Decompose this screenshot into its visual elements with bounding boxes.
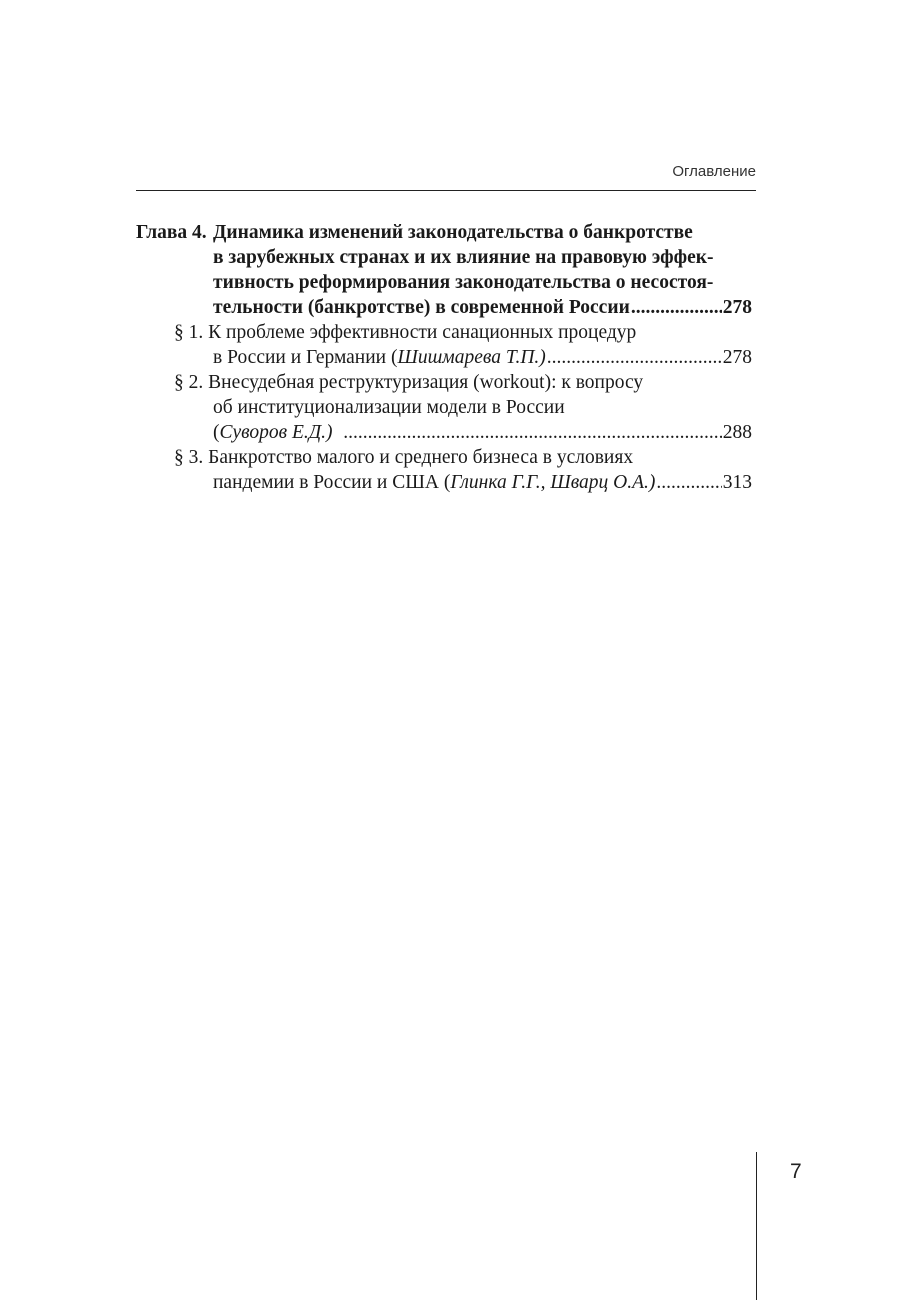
section-2-page-number: 288 (722, 422, 752, 443)
section-2-line-3 (136, 420, 752, 445)
chapter-page-number: 278 (722, 297, 752, 318)
section-1-author: Шишмарева Т.П.) (397, 347, 546, 368)
folio-rule (756, 1152, 757, 1300)
section-1-line-2 (136, 345, 752, 370)
section-3-page-number: 313 (722, 472, 752, 493)
chapter-title-line-1: Динамика изменений законодательства о банкротстве (213, 222, 693, 243)
section-1-page-number: 278 (722, 347, 752, 368)
section-3-line-2 (136, 470, 752, 495)
section-3-title-cont: пандемии в России и США ( (213, 472, 451, 493)
chapter-label: Глава 4. (136, 222, 207, 243)
toc-chapter-4 (136, 220, 752, 320)
section-2-author: Суворов Е.Д.) (219, 422, 333, 443)
section-1-title-cont: в России и Германии ( (213, 347, 398, 368)
dot-leader (343, 420, 721, 445)
section-3-author: Глинка Г.Г., Шварц О.А.) (450, 472, 656, 493)
section-2-title-cont: об институционализации модели в России (213, 397, 565, 418)
section-2-paren: ( (213, 422, 220, 443)
section-2-title: § 2. Внесудебная реструктуризация (workout): к вопросу (174, 372, 644, 393)
chapter-title-line-4-text: тельности (банкротстве) в современной России (213, 297, 630, 318)
toc-section-3 (136, 445, 752, 495)
header-rule (136, 190, 756, 191)
toc-section-1 (136, 320, 752, 370)
section-3-title: § 3. Банкротство малого и среднего бизнеса в условиях (174, 447, 634, 468)
dot-leader (631, 295, 722, 320)
chapter-title-line-4 (136, 295, 752, 320)
section-1-title: § 1. К проблеме эффективности санационных процедур (174, 322, 637, 343)
dot-leader (656, 470, 721, 495)
page-number: 7 (790, 1160, 802, 1183)
dot-leader (547, 345, 722, 370)
chapter-title-line-3: тивность реформирования законодательства о несостоя- (213, 272, 714, 293)
toc-section-2 (136, 370, 752, 445)
running-head-title: Оглавление (672, 163, 756, 180)
table-of-contents (136, 220, 752, 495)
chapter-title-line-2: в зарубежных странах и их влияние на правовую эффек- (213, 247, 714, 268)
